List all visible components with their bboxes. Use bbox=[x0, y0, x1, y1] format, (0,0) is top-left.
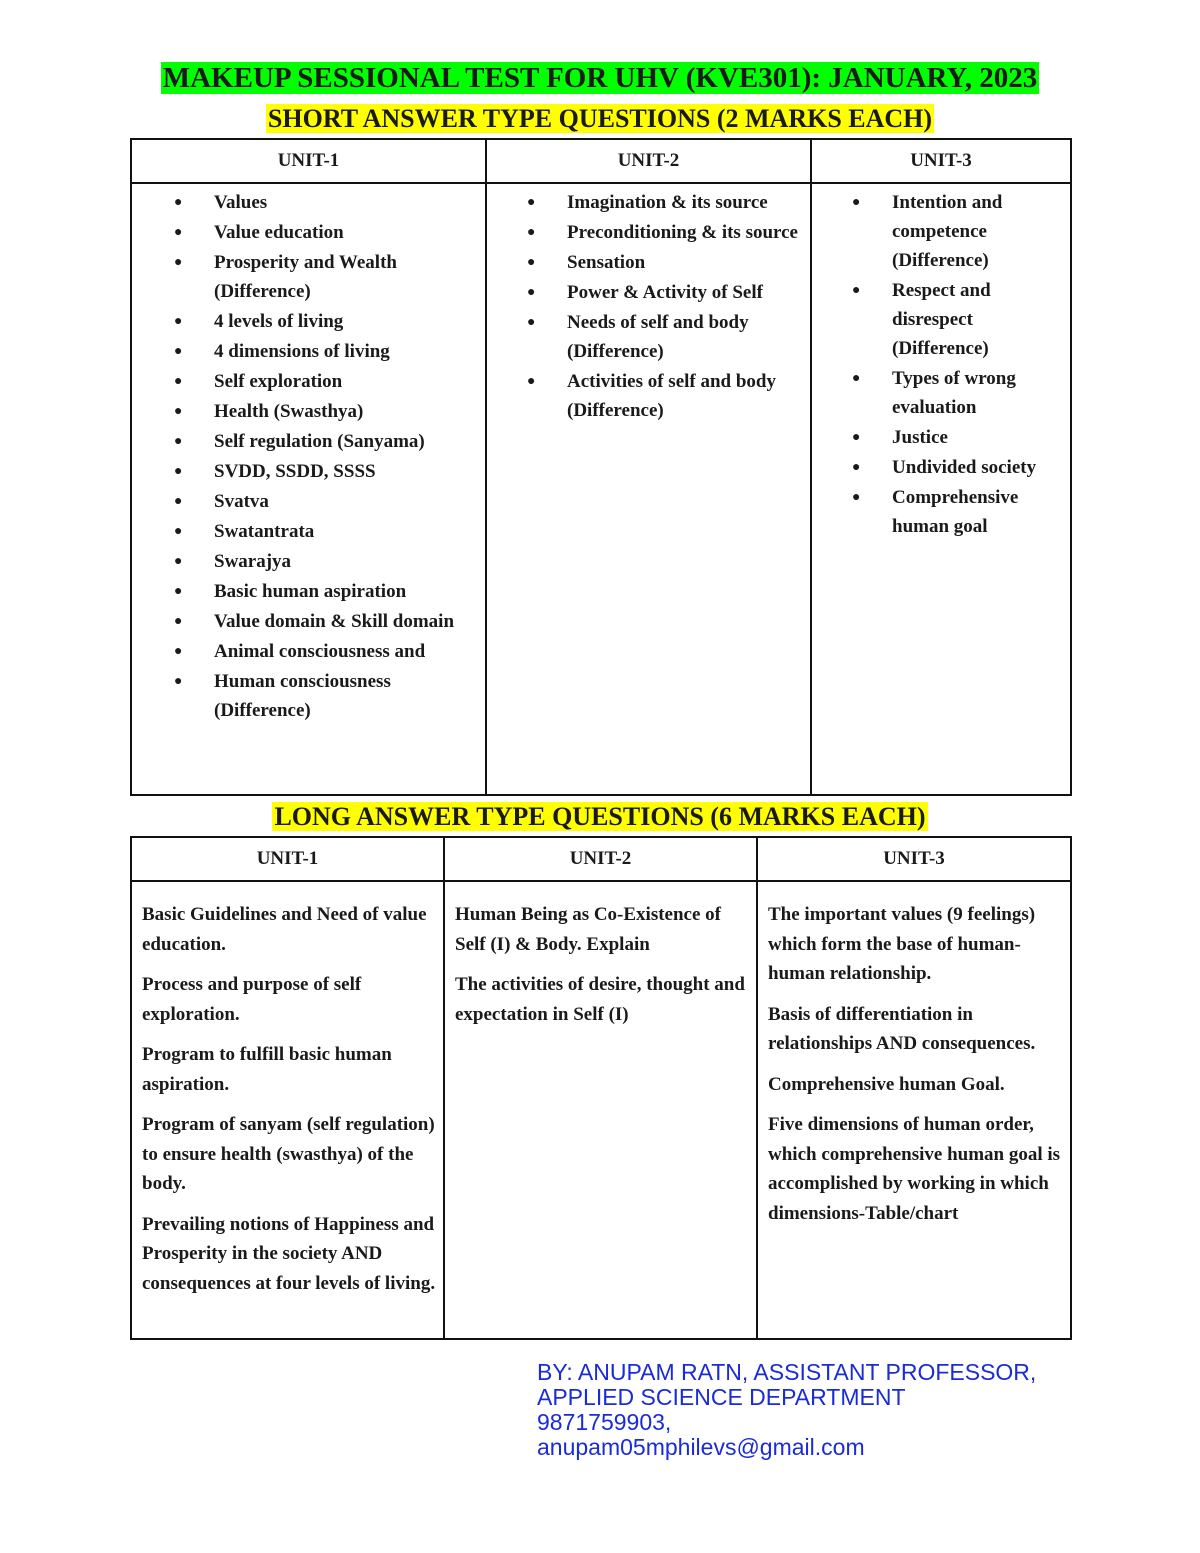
bullet-icon: ● bbox=[174, 644, 183, 659]
column-header-unit-2: UNIT-2 bbox=[486, 139, 811, 183]
bullet-icon: ● bbox=[174, 255, 183, 270]
bullet-icon: ● bbox=[174, 314, 183, 329]
topic-text: Value domain & Skill domain bbox=[214, 611, 455, 632]
topic-text: Health (Swasthya) bbox=[214, 401, 364, 422]
unit-1-questions-cell bbox=[131, 881, 444, 1339]
bullet-icon: ● bbox=[174, 464, 183, 479]
topic-list bbox=[816, 188, 1066, 541]
list-item bbox=[527, 188, 806, 217]
bullet-icon: ● bbox=[174, 404, 183, 419]
topic-text: Self exploration bbox=[214, 371, 343, 392]
short-answer-table bbox=[130, 138, 1072, 796]
topic-text: SVDD, SSDD, SSSS bbox=[214, 461, 376, 482]
list-item bbox=[527, 367, 806, 425]
column-header-unit-3: UNIT-3 bbox=[757, 837, 1071, 881]
bullet-icon: ● bbox=[852, 283, 861, 298]
bullet-icon: ● bbox=[174, 524, 183, 539]
bullet-icon: ● bbox=[527, 315, 536, 330]
topic-text: Value education bbox=[214, 222, 344, 243]
list-item bbox=[174, 457, 481, 486]
unit-2-questions-cell bbox=[444, 881, 757, 1339]
table-header-row bbox=[131, 139, 1071, 183]
bullet-icon: ● bbox=[527, 225, 536, 240]
topic-text: Swatantrata bbox=[214, 521, 315, 542]
bullet-icon: ● bbox=[174, 614, 183, 629]
author-department-line: APPLIED SCIENCE DEPARTMENT bbox=[537, 1384, 906, 1410]
list-item bbox=[174, 487, 481, 516]
bullet-icon: ● bbox=[852, 430, 861, 445]
question-item: Prevailing notions of Happiness and Prosperity in the society AND consequences at four levels of living. bbox=[142, 1213, 436, 1294]
question-item: Program to fulfill basic human aspiration. bbox=[142, 1044, 392, 1095]
topic-text: Activities of self and body (Difference) bbox=[567, 371, 776, 421]
topic-text: Undivided society bbox=[892, 457, 1037, 478]
bullet-icon: ● bbox=[174, 554, 183, 569]
author-phone-line: 9871759903, bbox=[537, 1409, 672, 1435]
list-item bbox=[174, 397, 481, 426]
topic-list bbox=[136, 188, 481, 725]
list-item bbox=[852, 453, 1066, 482]
author-byline bbox=[537, 1360, 1157, 1460]
list-item bbox=[527, 248, 806, 277]
column-header-unit-1: UNIT-1 bbox=[131, 139, 486, 183]
unit-3-topics-cell bbox=[811, 183, 1071, 795]
topic-text: Human consciousness (Difference) bbox=[214, 671, 391, 721]
topic-text: 4 dimensions of living bbox=[214, 341, 390, 362]
bullet-icon: ● bbox=[852, 460, 861, 475]
bullet-icon: ● bbox=[527, 374, 536, 389]
topic-text: Intention and competence (Difference) bbox=[892, 192, 1003, 271]
topic-text: 4 levels of living bbox=[214, 311, 344, 332]
long-answer-heading: LONG ANSWER TYPE QUESTIONS (6 MARKS EACH) bbox=[274, 802, 926, 831]
unit-3-questions-cell bbox=[757, 881, 1071, 1339]
bullet-icon: ● bbox=[852, 371, 861, 386]
topic-text: Animal consciousness and bbox=[214, 641, 426, 662]
bullet-icon: ● bbox=[174, 225, 183, 240]
table-row bbox=[131, 183, 1071, 795]
list-item bbox=[174, 188, 481, 217]
question-item: The important values (9 feelings) which form the base of human-human relationship. bbox=[768, 904, 1036, 984]
list-item bbox=[174, 337, 481, 366]
author-name-line: BY: ANUPAM RATN, ASSISTANT PROFESSOR, bbox=[537, 1359, 1037, 1385]
topic-text: Sensation bbox=[567, 252, 646, 273]
topic-list bbox=[491, 188, 806, 425]
list-item bbox=[174, 367, 481, 396]
bullet-icon: ● bbox=[527, 195, 536, 210]
topic-text: Basic human aspiration bbox=[214, 581, 407, 602]
column-header-unit-3: UNIT-3 bbox=[811, 139, 1071, 183]
topic-text: Needs of self and body (Difference) bbox=[567, 312, 749, 362]
list-item bbox=[852, 483, 1066, 541]
bullet-icon: ● bbox=[527, 285, 536, 300]
question-item: Human Being as Co-Existence of Self (I) & Body. Explain bbox=[455, 904, 721, 955]
list-item bbox=[527, 218, 806, 247]
list-item bbox=[174, 517, 481, 546]
topic-text: Comprehensive human goal bbox=[892, 487, 1019, 537]
unit-2-topics-cell bbox=[486, 183, 811, 795]
bullet-icon: ● bbox=[174, 674, 183, 689]
question-item: Basic Guidelines and Need of value education. bbox=[142, 904, 427, 955]
table-header-row bbox=[131, 837, 1071, 881]
question-item: The activities of desire, thought and expectation in Self (I) bbox=[455, 974, 745, 1025]
table-row bbox=[131, 881, 1071, 1339]
bullet-icon: ● bbox=[852, 195, 861, 210]
list-item bbox=[174, 218, 481, 247]
list-item bbox=[174, 427, 481, 456]
column-header-unit-2: UNIT-2 bbox=[444, 837, 757, 881]
list-item bbox=[174, 607, 481, 636]
long-answer-table bbox=[130, 836, 1072, 1340]
list-item bbox=[852, 188, 1066, 275]
topic-text: Imagination & its source bbox=[567, 192, 768, 213]
topic-text: Power & Activity of Self bbox=[567, 282, 763, 303]
bullet-icon: ● bbox=[527, 255, 536, 270]
test-title: MAKEUP SESSIONAL TEST FOR UHV (KVE301): JANUARY, 2023 bbox=[162, 62, 1038, 94]
bullet-icon: ● bbox=[174, 374, 183, 389]
question-item: Five dimensions of human order, which comprehensive human goal is accomplished by working in which dimensions-Table/chart bbox=[768, 1114, 1061, 1224]
topic-text: Prosperity and Wealth (Difference) bbox=[214, 252, 397, 302]
short-answer-heading: SHORT ANSWER TYPE QUESTIONS (2 MARKS EACH) bbox=[267, 104, 933, 133]
question-item: Comprehensive human Goal. bbox=[768, 1073, 1005, 1095]
bullet-icon: ● bbox=[174, 584, 183, 599]
list-item bbox=[852, 364, 1066, 422]
list-item bbox=[527, 308, 806, 366]
bullet-icon: ● bbox=[174, 344, 183, 359]
topic-text: Justice bbox=[892, 427, 948, 448]
column-header-unit-1: UNIT-1 bbox=[131, 837, 444, 881]
list-item bbox=[852, 423, 1066, 452]
list-item bbox=[174, 637, 481, 666]
question-item: Process and purpose of self exploration. bbox=[142, 974, 362, 1025]
topic-text: Values bbox=[214, 192, 268, 213]
list-item bbox=[174, 577, 481, 606]
list-item bbox=[174, 248, 481, 306]
topic-text: Respect and disrespect (Difference) bbox=[892, 280, 991, 359]
topic-text: Preconditioning & its source bbox=[567, 222, 798, 243]
question-item: Program of sanyam (self regulation) to ensure health (swasthya) of the body. bbox=[142, 1114, 435, 1194]
topic-text: Types of wrong evaluation bbox=[892, 368, 1016, 418]
list-item bbox=[174, 307, 481, 336]
list-item bbox=[174, 547, 481, 576]
list-item bbox=[527, 278, 806, 307]
topic-text: Svatva bbox=[214, 491, 269, 512]
topic-text: Swarajya bbox=[214, 551, 292, 572]
author-email-line: anupam05mphilevs@gmail.com bbox=[537, 1434, 865, 1460]
bullet-icon: ● bbox=[174, 195, 183, 210]
list-item bbox=[852, 276, 1066, 363]
unit-1-topics-cell bbox=[131, 183, 486, 795]
list-item bbox=[174, 667, 481, 725]
topic-text: Self regulation (Sanyama) bbox=[214, 431, 425, 452]
bullet-icon: ● bbox=[174, 494, 183, 509]
bullet-icon: ● bbox=[852, 490, 861, 505]
bullet-icon: ● bbox=[174, 434, 183, 449]
question-item: Basis of differentiation in relationships AND consequences. bbox=[768, 1003, 1036, 1054]
